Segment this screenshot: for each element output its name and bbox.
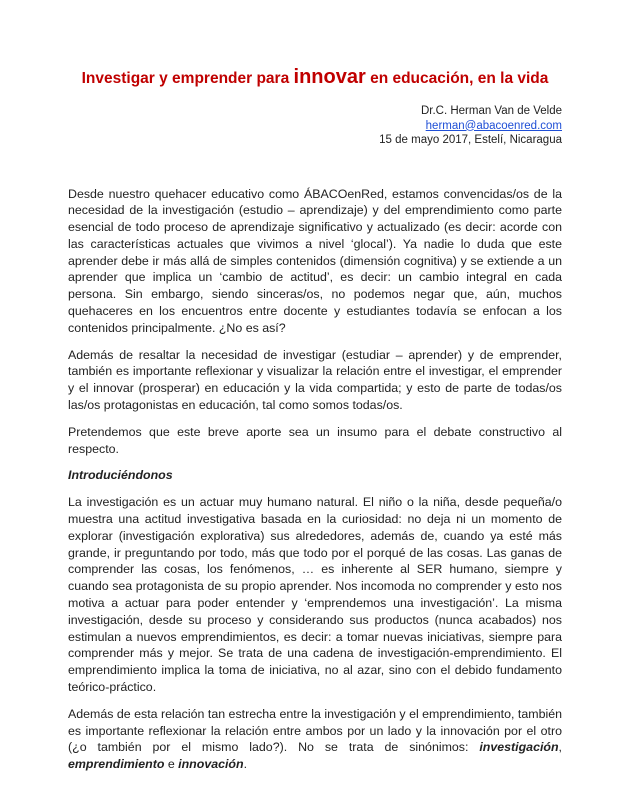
paragraph-1: Desde nuestro quehacer educativo como ÁBACOenRed, estamos convencidas/os de la necesidad de la investigación (estudio – aprendizaje) y del emprendimiento como parte esencial de todo proceso de aprendizaje significativo y actualizado (es decir: acorde con las características actuales que vivimos a nivel ‘glocal’). Ya nadie lo duda que este aprender debe ir más allá de simples contenidos (dimensión cognitiva) y se extiende a un aprender que implica un ‘cambio de actitud’, es decir: un cambio integral en cada persona. Sin embargo, siendo sinceras/os, no podemos negar que, aún, muchos quehaceres en los encuentros entre docente y estudiantes todavía se enfocan a los contenidos principalmente. ¿No es así? [68,186,562,335]
term-separator-1: , [558,740,562,755]
author-email-link[interactable]: herman@abacoenred.com [425,119,562,132]
document-title [68,66,562,90]
author-name: Dr.C. Herman Van de Velde [420,105,562,117]
document-date: 15 de mayo 2017, Estelí, Nicaragua [379,134,562,146]
term-separator-2: e [164,757,179,772]
paragraph-2: Además de resaltar la necesidad de investigar (estudiar – aprender) y de emprender, también es importante reflexionar y visualizar la relación entre el investigar, el emprender y el innovar (prosperar) en educación y la vida compartida; y esto de parte de todas/os las/os protagonistas en educación, tal como somos todas/os. [68,347,562,413]
term-investigacion: investigación [479,740,559,755]
paragraph-3: Pretendemos que este breve aporte sea un insumo para el debate constructivo al respecto. [68,424,562,456]
term-emprendimiento: emprendimiento [68,757,165,772]
paragraph-5 [68,706,562,773]
term-innovacion: innovación [178,757,244,772]
author-block [68,104,562,148]
section-heading: Introduciéndonos [68,468,173,483]
title-emphasis: innovar [293,66,366,88]
paragraph-5-text: Además de esta relación tan estrecha entre la investigación y el emprendimiento, también es importante reflexionar la relación entre ambos por un lado y la innovación por el otro (¿o también por el mismo lado?). No se trata de sinónimos: [68,706,562,755]
title-part-2: en educación, en la vida [365,70,549,87]
paragraph-4: La investigación es un actuar muy humano natural. El niño o la niña, desde pequeña/o muestra una actitud investigativa basada en la curiosidad: no deja ni un momento de explorar (investigación explorativa) sus alrededores, además de, cuando ya esté más grande, ir preguntando por todo, más que todo por el porqué de las cosas. Las ganas de comprender las cosas, los fenómenos, … es inherente al SER humano, siempre y cuando sea protagonista de su propio aprender. Nos incomoda no comprender y esto nos motiva a actuar para poder entender y ‘emprendemos una investigación’. La misma investigación, desde su proceso y considerando sus productos (nunca acabados) nos estimulan a nuevos emprendimientos, es decir: a tomar nuevas iniciativas, siempre para comprender más y mejor. Se trata de una cadena de investigación-emprendimiento. El emprendimiento implica la toma de iniciativa, no al azar, sino con el debido fundamento teórico-práctico. [68,495,562,695]
title-part-1: Investigar y emprender para [81,70,294,87]
paragraph-5-end: . [243,757,248,772]
document-body [68,186,562,774]
